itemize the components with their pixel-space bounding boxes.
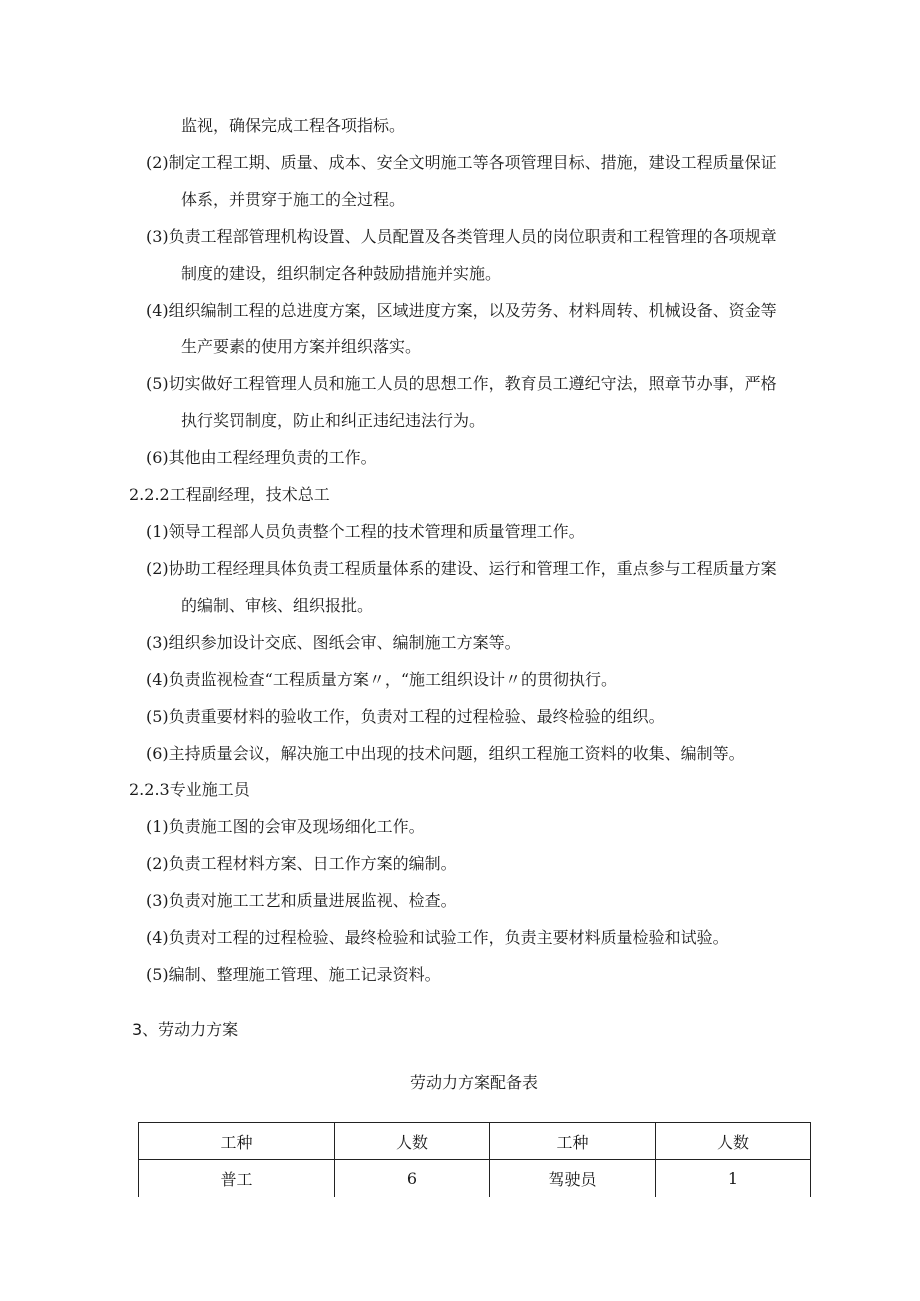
section-3-heading: 3、劳动力方案 <box>132 1020 239 1039</box>
list-item: (2)协助工程经理具体负责工程质量体系的建设、运行和管理工作，重点参与工程质量方案 <box>146 559 777 578</box>
header-cell-count: 人数 <box>335 1123 490 1160</box>
list-item: (3)负责工程部管理机构设置、人员配置及各类管理人员的岗位职责和工程管理的各项规章 <box>146 227 777 246</box>
table-cell: 普工 <box>139 1160 335 1198</box>
list-item: (5)切实做好工程管理人员和施工人员的思想工作，教育员工遵纪守法，照章节办事，严格 <box>146 374 777 393</box>
header-cell-trade: 工种 <box>490 1123 656 1160</box>
paragraph-line: 体系，并贯穿于施工的全过程。 <box>181 190 406 209</box>
paragraph-line: 生产要素的使用方案并组织落实。 <box>181 337 422 356</box>
list-item: (3)组织参加设计交底、图纸会审、编制施工方案等。 <box>146 633 521 652</box>
paragraph-line: 的编制、审核、组织报批。 <box>181 596 374 615</box>
paragraph-line: 制度的建设，组织制定各种鼓励措施并实施。 <box>181 264 502 283</box>
table-cell: 1 <box>656 1160 811 1198</box>
section-heading: 2.2.2工程副经理，技术总工 <box>129 485 330 504</box>
header-cell-trade: 工种 <box>139 1123 335 1160</box>
table-caption: 劳动力方案配备表 <box>409 1073 538 1092</box>
list-item: (1)负责施工图的会审及现场细化工作。 <box>146 817 425 836</box>
list-item: (6)主持质量会议，解决施工中出现的技术问题，组织工程施工资料的收集、编制等。 <box>146 744 745 763</box>
list-item: (5)负责重要材料的验收工作，负责对工程的过程检验、最终检验的组织。 <box>146 707 665 726</box>
list-item: (2)制定工程工期、质量、成本、安全文明施工等各项管理目标、措施，建设工程质量保证 <box>146 153 777 172</box>
labor-table <box>138 1122 811 1197</box>
list-item: (4)负责监视检查“工程质量方案〃，“施工组织设计〃的贯彻执行。 <box>146 670 618 689</box>
paragraph-line: 执行奖罚制度，防止和纠正违纪违法行为。 <box>181 411 486 430</box>
list-item: (1)领导工程部人员负责整个工程的技术管理和质量管理工作。 <box>146 522 585 541</box>
list-item: (5)编制、整理施工管理、施工记录资料。 <box>146 965 441 984</box>
list-item: (2)负责工程材料方案、日工作方案的编制。 <box>146 854 457 873</box>
list-item: (6)其他由工程经理负责的工作。 <box>146 448 377 467</box>
table-header-row <box>139 1123 811 1160</box>
paragraph-line: 监视，确保完成工程各项指标。 <box>181 116 406 135</box>
list-item: (3)负责对施工工艺和质量进展监视、检查。 <box>146 891 457 910</box>
table-row <box>139 1160 811 1198</box>
table-cell: 驾驶员 <box>490 1160 656 1198</box>
list-item: (4)组织编制工程的总进度方案，区域进度方案，以及劳务、材料周转、机械设备、资金等 <box>146 301 777 320</box>
table-cell: 6 <box>335 1160 490 1198</box>
section-heading: 2.2.3专业施工员 <box>129 780 250 799</box>
list-item: (4)负责对工程的过程检验、最终检验和试验工作，负责主要材料质量检验和试验。 <box>146 928 729 947</box>
header-cell-count: 人数 <box>656 1123 811 1160</box>
